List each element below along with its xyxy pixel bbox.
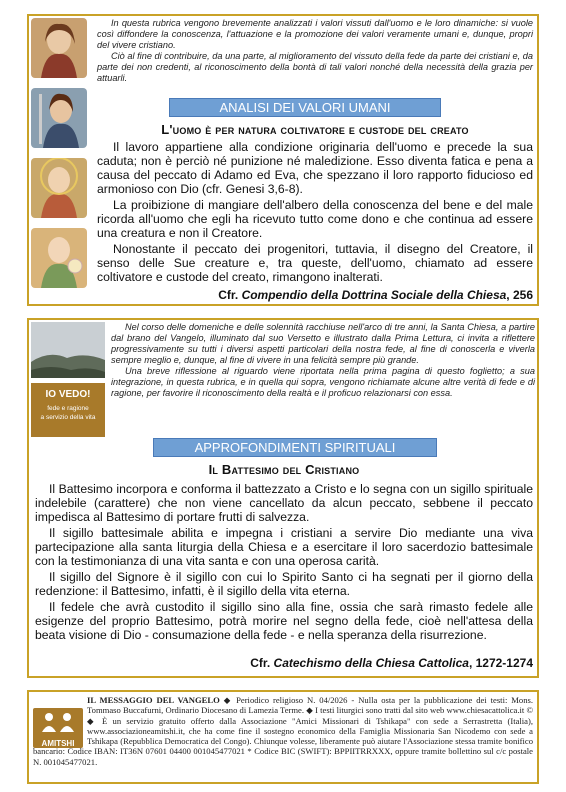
logo-subtitle-1: fede e ragione bbox=[47, 405, 89, 412]
logo-subtitle-2: a servizio della vita bbox=[40, 414, 96, 421]
spiritual-section bbox=[27, 318, 539, 678]
footer-box bbox=[27, 690, 539, 784]
cite-prefix: Cfr. bbox=[218, 288, 242, 302]
values-analysis-section bbox=[27, 14, 539, 306]
saint-portrait-2 bbox=[31, 88, 87, 148]
section1-intro bbox=[97, 18, 533, 84]
cite-title: Catechismo della Chiesa Cattolica bbox=[273, 656, 469, 670]
section1-paragraph-2: La proibizione di mangiare dell'albero della conoscenza del bene e del male ricorda all'uomo che egli ha ricevuto tutto come dono e che continua ad essere una creatura e non il Creatore. bbox=[97, 198, 533, 240]
saint-portrait-1 bbox=[31, 18, 87, 78]
logo-panel bbox=[31, 383, 105, 437]
cite-suffix: , 256 bbox=[506, 288, 533, 302]
section2-intro-p1: Nel corso delle domeniche e delle solennità racchiuse nell'arco di tre anni, la Santa Chiesa, a partire dal brano del Vangelo, illuminato dal suo Versetto e illustrato dalla Prima Lettura, ci invita a riflettere progressivamente su tutti i diversi aspetti particolari della nostra fede, al fine di conoscerla e viverla sempre meglio e, dunque, al fine di vivere in una felicità sempre più grande. bbox=[111, 322, 535, 365]
logo-text: AMITSHI bbox=[41, 739, 75, 748]
section2-paragraph-1: Il Battesimo incorpora e conforma il battezzato a Cristo e lo segna con un sigillo spirituale indelebile (carattere) che non viene cancellato da alcun peccato, sebbene il peccato impedisca al Battesimo di portare frutti di salvezza. bbox=[35, 482, 533, 524]
values-banner: ANALISI DEI VALORI UMANI bbox=[169, 98, 441, 117]
section2-citation bbox=[35, 656, 533, 670]
section1-citation bbox=[97, 288, 533, 302]
section1-paragraph-1: Il lavoro appartiene alla condizione originaria dell'uomo e precede la sua caduta; non è perciò né punizione né maledizione. Esso diventa fatica e pena a causa del peccato di Adamo ed Eva, che spezzano il loro rapporto fiducioso ed armonioso con Dio (cfr. Genesi 3,6-8). bbox=[97, 140, 533, 196]
logo-spacer bbox=[33, 706, 87, 746]
section1-heading: L'uomo è per natura coltivatore e custode del creato bbox=[161, 122, 469, 137]
cite-suffix: , 1272-1274 bbox=[468, 656, 533, 670]
io-vedo-logo bbox=[31, 322, 105, 432]
section1-intro-p2: Ciò al fine di contribuire, da una parte, al miglioramento del vissuto della fede da parte dei cristiani e, da parte dei non credenti, al riconoscimento della bontà di tali valori nonché della necessità della grazia per attuarli. bbox=[97, 51, 533, 83]
saint-portrait-4 bbox=[31, 228, 87, 288]
section2-paragraph-3: Il sigillo del Signore è il sigillo con cui lo Spirito Santo ci ha segnati per il giorno della redenzione: il Battesimo, infatti, è il sigillo della vita eterna. bbox=[35, 570, 533, 598]
landscape-image bbox=[31, 322, 105, 378]
section2-heading: Il Battesimo del Cristiano bbox=[208, 462, 360, 477]
section1-paragraph-3: Nonostante il peccato dei progenitori, tuttavia, il disegno del Creatore, il senso delle Sue creature e, tra queste, dell'uomo, chiamato ad essere coltivatore e custode del creato, rimangono inalterati. bbox=[97, 242, 533, 284]
section2-paragraph-2: Il sigillo battesimale abilita e impegna i cristiani a servire Dio mediante una viva partecipazione alla santa liturgia della Chiesa e a esercitare il loro sacerdozio battesimale con la testimonianza di una vita santa e con una operosa carità. bbox=[35, 526, 533, 568]
logo-title: IO VEDO! bbox=[45, 389, 91, 400]
cite-prefix: Cfr. bbox=[250, 656, 274, 670]
saint-portrait-3 bbox=[31, 158, 87, 218]
spiritual-banner: APPROFONDIMENTI SPIRITUALI bbox=[153, 438, 437, 457]
section2-paragraph-4: Il fedele che avrà custodito il sigillo sino alla fine, ossia che sarà rimasto fedele alle esigenze del proprio Battesimo, potrà morire nel segno della fede, cioè nell'attesa della beata visione di Dio - consumazione della fede - e nella speranza della risurrezione. bbox=[35, 600, 533, 642]
cite-title: Compendio della Dottrina Sociale della Chiesa bbox=[241, 288, 507, 302]
footer-body: ◆ Periodico religioso N. 04/2026 - Nulla osta per la pubblicazione dei testi: Mons. Tommaso Buccafurni, Ordinario Diocesano di Lamezia Terme. ◆ I testi liturgici sono tratti dal sito web www.chiesacattolica.it © ◆ È un servizio gratuito offerto dalla Associazione "Amici Missionari di Tshikapa" con sede a Serrastretta (Italia), www.associazioneamitshi.it, che ha come fine il sostegno economico della Famiglia Missionaria San Nicodemo con sede a Tshikapa (Repubblica Democratica del Congo). Chiunque volesse, liberamente può aiutare l'Associazione stessa tramite bonifico bancario: Codice IBAN: IT36N 07601 04400 001045477021 * Codice BIC (SWIFT): BPPIITRRXXX, oppure tramite bollettino sul c/c postale N. 001045477021. bbox=[33, 695, 534, 767]
footer-title: IL MESSAGGIO DEL VANGELO bbox=[87, 695, 220, 705]
section2-intro bbox=[111, 322, 535, 399]
section1-intro-p1: In questa rubrica vengono brevemente analizzati i valori vissuti dall'uomo e le loro dinamiche: si vuole così diffondere la conoscenza, l'attuazione e la promozione dei valori veramente umani e, dunque, propri del vivere cristiano. bbox=[97, 18, 533, 50]
footer-text bbox=[33, 695, 533, 767]
section2-intro-p2: Una breve riflessione al riguardo viene riportata nella prima pagina di questo foglietto; a sua integrazione, in questa rubrica, e in quella qui sopra, vengono richiamate alcune altre verità di fede e di ragione, per favorire il riconoscimento della realtà e il proficuo relazionarsi con essa. bbox=[111, 366, 535, 398]
